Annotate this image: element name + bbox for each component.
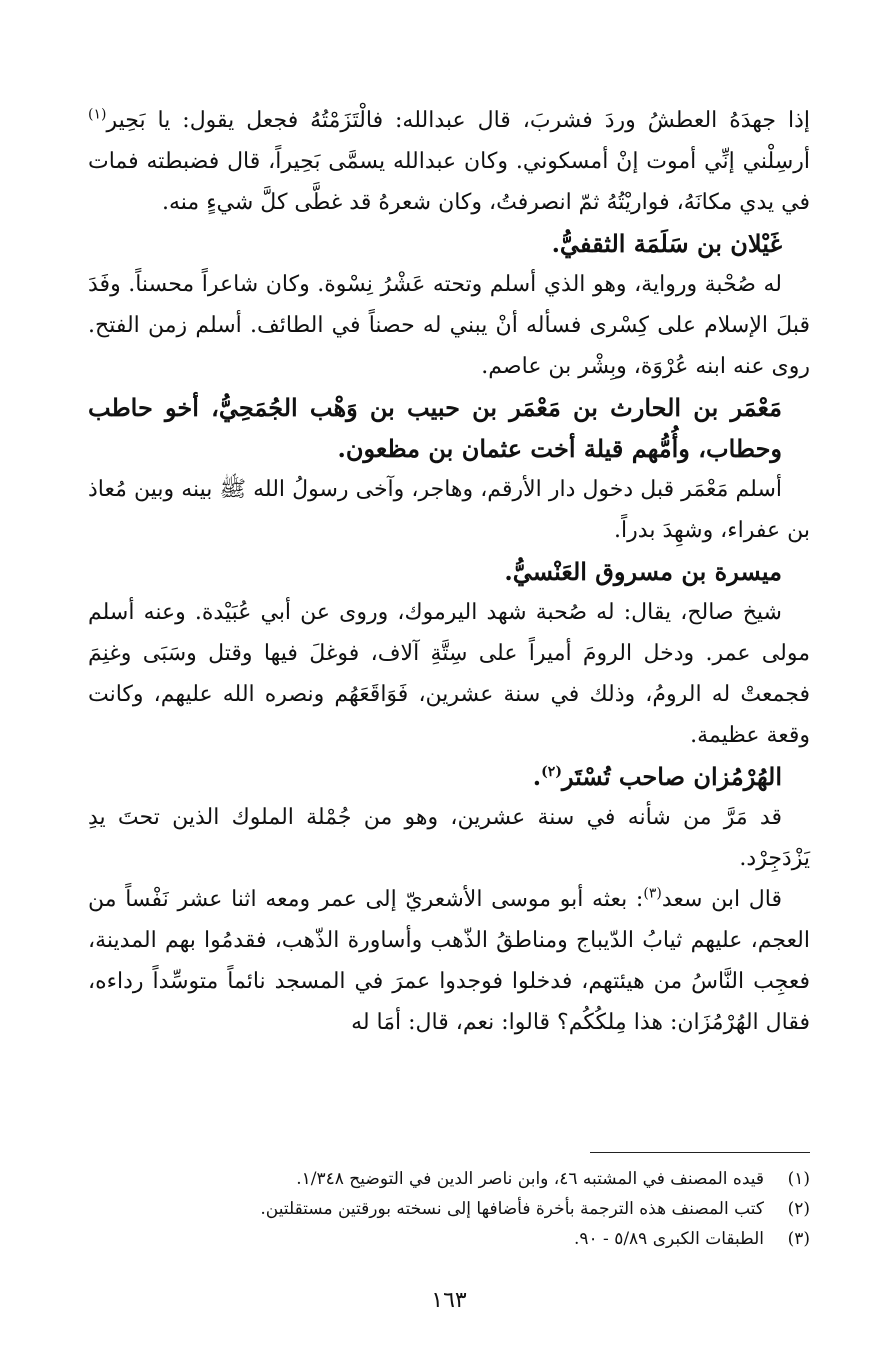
footnote-ref-3[interactable]: (٣) bbox=[643, 885, 662, 902]
footnotes bbox=[88, 1164, 810, 1254]
paragraph-text-cont: أرسِلْني إنِّي أموت إنْ أمسكوني. وكان عبدالله يسمَّى بَحِيراً، قال فضبطته فمات في يدي مكانَهُ، فواريْتُهُ ثمّ انصرفتُ، وكان شعرهُ قد غطَّى كلَّ شيءٍ منه. bbox=[88, 149, 810, 215]
footnote-item bbox=[88, 1164, 810, 1194]
paragraph-bahir bbox=[88, 100, 810, 223]
footnote-ref-2[interactable]: (٢) bbox=[541, 764, 562, 780]
footnote-ref-1[interactable]: (١) bbox=[88, 106, 107, 123]
paragraph-ghaylan: له صُحْبة ورواية، وهو الذي أسلم وتحته عَشْرُ نِسْوة. وكان شاعراً محسناً. وفَدَ قبلَ الإسلام على كِسْرى فسأله أنْ يبني له حصناً في الطائف. أسلم زمن الفتح. روى عنه ابنه عُرْوَة، وبِشْر بن عاصم. bbox=[88, 272, 810, 379]
footnote-text: قيده المصنف في المشتبه ٤٦، وابن ناصر الدين في التوضيح ١/٣٤٨. bbox=[296, 1169, 764, 1189]
book-page bbox=[88, 100, 810, 1350]
paragraph-mamar: أسلم مَعْمَر قبل دخول دار الأرقم، وهاجر، وآخى رسولُ الله ﷺ بينه وبين مُعاذ بن عفراء، وشهِدَ بدراً. bbox=[88, 477, 810, 543]
paragraph-maysara: شيخ صالح، يقال: له صُحبة شهد اليرموك، وروى عن أبي عُبَيْدة. وعنه أسلم مولى عمر. ودخل الرومَ أميراً على سِتَّةِ آلاف، فوغلَ فيها وقتل وسَبَى وغنِمَ فجمعتْ له الرومُ، وذلك في سنة عشرين، فَوَاقَعَهُم ونصره الله عليهم، وكانت وقعة عظيمة. bbox=[88, 600, 810, 748]
paragraph-ibn-saad bbox=[88, 879, 810, 1043]
heading-text: الهُرْمُزان صاحب تُسْتَر bbox=[561, 762, 782, 791]
entry-heading-mamar: مَعْمَر بن الحارث بن مَعْمَر بن حبيب بن وَهْب الجُمَحِيُّ، أخو حاطب وحطاب، وأُمُّهم قيلة أخت عثمان بن مظعون. bbox=[88, 393, 782, 463]
footnote-item bbox=[88, 1194, 810, 1224]
footnote-divider bbox=[590, 1152, 810, 1153]
footnote-number: (١) bbox=[787, 1169, 810, 1189]
entry-heading-maysara: ميسرة بن مسروق العَنْسيُّ. bbox=[504, 557, 782, 586]
footnote-item bbox=[88, 1224, 810, 1254]
paragraph-text: إذا جهدَهُ العطشُ وردَ فشربَ، قال عبدالله: فالْتَزَمْتُهُ فجعل يقول: يا بَحِير bbox=[106, 108, 810, 133]
footnote-text: كتب المصنف هذه الترجمة بأخرة فأضافها إلى نسخته بورقتين مستقلتين. bbox=[260, 1199, 764, 1219]
entry-heading-ghaylan: غَيْلان بن سَلَمَة الثقفيُّ. bbox=[551, 229, 782, 258]
paragraph-text-cont: : بعثه أبو موسى الأشعريّ إلى عمر ومعه اثنا عشر نَفْساً من العجم، عليهم ثيابُ الدّيباج ومناطقُ الذّهب وأساورة الذّهب، فقدمُوا بهم المدينة، فعجِب النَّاسُ من هيئتهم، فدخلوا فوجدوا عمرَ في المسجد نائماً متوسِّداً رداءه، فقال الهُرْمُزَان: هذا مِلكُكُم؟ قالوا: نعم، قال: أمَا له bbox=[88, 887, 810, 1035]
footnote-text: الطبقات الكبرى ٥/٨٩ - ٩٠. bbox=[573, 1229, 764, 1249]
page-number: ١٦٣ bbox=[431, 1288, 467, 1313]
heading-period: . bbox=[532, 762, 542, 791]
footnote-number: (٣) bbox=[787, 1229, 810, 1249]
entry-heading-hurmuzan bbox=[88, 756, 810, 797]
paragraph-text: قال ابن سعد bbox=[661, 887, 782, 912]
paragraph-hurmuzan-intro: قد مَرَّ من شأنه في سنة عشرين، وهو من جُمْلة الملوك الذين تحتَ يدِ يَزْدَجِرْد. bbox=[88, 805, 810, 871]
footnote-number: (٢) bbox=[787, 1199, 810, 1219]
